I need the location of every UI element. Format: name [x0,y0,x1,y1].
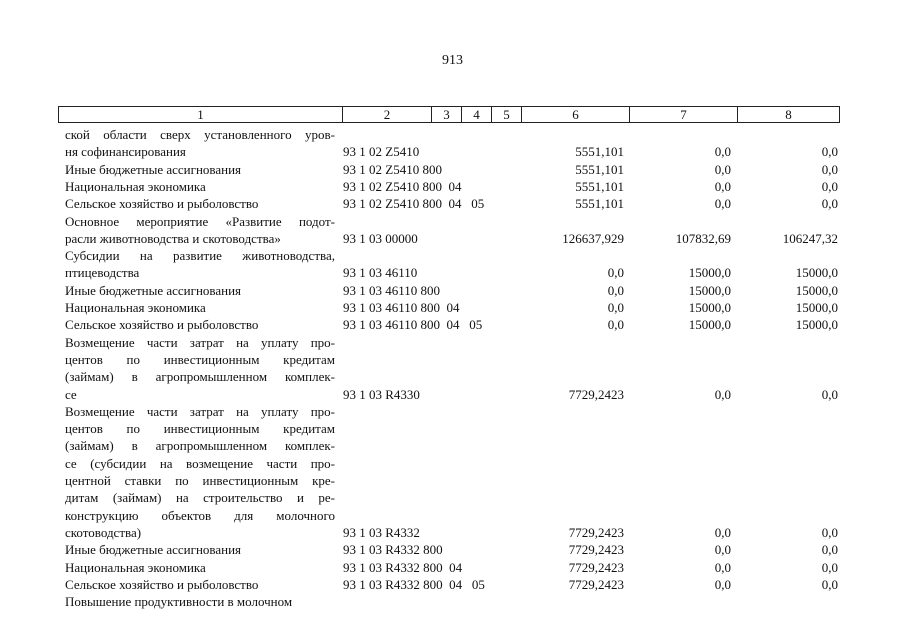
row-value-col7: 0,0 [714,524,731,540]
row-code: 93 1 02 Z5410 800 [343,161,442,177]
row-value-2026: 0,0 [607,282,624,298]
row-code: 93 1 03 46110 800 04 05 [343,317,483,333]
row-description: птицеводства [65,265,140,281]
header-col-6: 6 [521,107,629,122]
row-description: Национальная экономика [65,559,206,575]
row-value-col8: 0,0 [821,542,838,558]
row-value-col8: 15000,0 [795,300,838,315]
row-description: Национальная экономика [65,178,206,194]
row-description: се [65,386,77,402]
row-value-col7: 107832,69 [675,230,731,246]
row-code: 93 1 02 Z5410 [343,144,420,160]
row-description: Возмещение части затрат на уплату про- [65,403,335,419]
row-value-2026: 126637,929 [562,230,624,246]
header-col-7: 7 [629,107,737,122]
row-description: центов по инвестиционным кредитам [65,351,335,367]
row-value-2026: 7729,2423 [568,524,624,540]
row-value-col8: 0,0 [821,196,838,212]
row-value-2026: 5551,101 [575,178,624,194]
row-code: 93 1 03 00000 [343,230,418,246]
header-col-2: 2 [342,107,431,122]
row-description: Субсидии на развитие животноводства, [65,248,335,264]
row-value-col7: 0,0 [714,196,731,212]
row-code: 93 1 03 R4332 800 [343,542,443,558]
row-value-col8: 0,0 [821,161,838,177]
row-value-2026: 5551,101 [575,161,624,177]
row-code: 93 1 03 46110 [343,265,418,281]
header-col-1: 1 [197,107,204,122]
row-description: Иные бюджетные ассигнования [65,282,242,298]
row-value-col7: 0,0 [714,576,731,592]
row-code: 93 1 03 R4332 [343,524,420,540]
header-col-4: 4 [461,107,491,122]
page-number: 913 [442,53,463,68]
row-value-col7: 15000,0 [688,265,731,281]
row-value-col8: 106247,32 [782,230,838,246]
row-description: Сельское хозяйство и рыболовство [65,317,259,333]
row-value-col7: 15000,0 [688,300,731,315]
budget-table [58,106,840,123]
row-value-col7: 15000,0 [688,317,731,333]
row-description: се (субсидии на возмещение части про- [65,455,335,471]
row-description: (займам) в агропромышленном комплек- [65,369,335,385]
row-value-col8: 15000,0 [795,317,838,333]
row-value-2026: 5551,101 [575,196,624,212]
row-description: расли животноводства и скотоводства» [65,230,281,246]
row-value-2026: 7729,2423 [568,386,624,402]
row-value-col7: 0,0 [714,559,731,575]
row-description: Национальная экономика [65,300,206,315]
row-value-2026: 7729,2423 [568,542,624,558]
row-value-col8: 0,0 [821,576,838,592]
row-value-col8: 0,0 [821,524,838,540]
row-description: Сельское хозяйство и рыболовство [65,576,259,592]
row-description: ня софинансирования [65,144,186,160]
row-code: 93 1 02 Z5410 800 04 [343,178,462,194]
row-code: 93 1 03 46110 800 04 [343,300,460,315]
row-value-col8: 15000,0 [795,265,838,281]
row-value-col7: 0,0 [714,386,731,402]
header-col-3: 3 [431,107,461,122]
row-value-col8: 15000,0 [795,282,838,298]
row-value-col7: 0,0 [714,542,731,558]
table-header-row [58,106,840,123]
row-value-col7: 0,0 [714,161,731,177]
row-code: 93 1 02 Z5410 800 04 05 [343,196,485,212]
row-code: 93 1 03 46110 800 [343,282,441,298]
row-code: 93 1 03 R4330 [343,386,420,402]
row-description: Основное мероприятие «Развитие подот- [65,213,335,229]
row-code: 93 1 03 R4332 800 04 05 [343,576,485,592]
row-value-2026: 5551,101 [575,144,624,160]
header-col-8: 8 [737,107,839,122]
row-description: (займам) в агропромышленном комплек- [65,438,335,454]
header-col-5: 5 [491,107,521,122]
row-description: центной ставки по инвестиционным кре- [65,473,335,488]
row-value-col8: 0,0 [821,386,838,402]
row-value-2026: 0,0 [607,300,624,315]
row-value-2026: 7729,2423 [568,576,624,592]
row-value-col8: 0,0 [821,178,838,194]
row-description: Иные бюджетные ассигнования [65,542,242,558]
row-value-col7: 15000,0 [688,282,731,298]
row-value-2026: 0,0 [607,317,624,333]
row-value-col8: 0,0 [821,559,838,575]
row-description: Сельское хозяйство и рыболовство [65,196,259,212]
row-description: Повышение продуктивности в молочном [65,594,293,610]
row-description: конструкцию объектов для молочного [65,507,335,523]
row-value-2026: 7729,2423 [568,559,624,575]
row-description: центов по инвестиционным кредитам [65,421,335,437]
row-description: Возмещение части затрат на уплату про- [65,334,335,350]
row-value-col8: 0,0 [821,144,838,160]
row-description: скотоводства) [65,524,142,540]
row-description: ской области сверх установленного уров- [65,127,335,142]
row-description: Иные бюджетные ассигнования [65,161,242,177]
row-value-col7: 0,0 [714,178,731,194]
row-code: 93 1 03 R4332 800 04 [343,559,463,575]
row-value-col7: 0,0 [714,144,731,160]
row-description: дитам (займам) на строительство и ре- [65,490,335,506]
row-value-2026: 0,0 [607,265,624,281]
